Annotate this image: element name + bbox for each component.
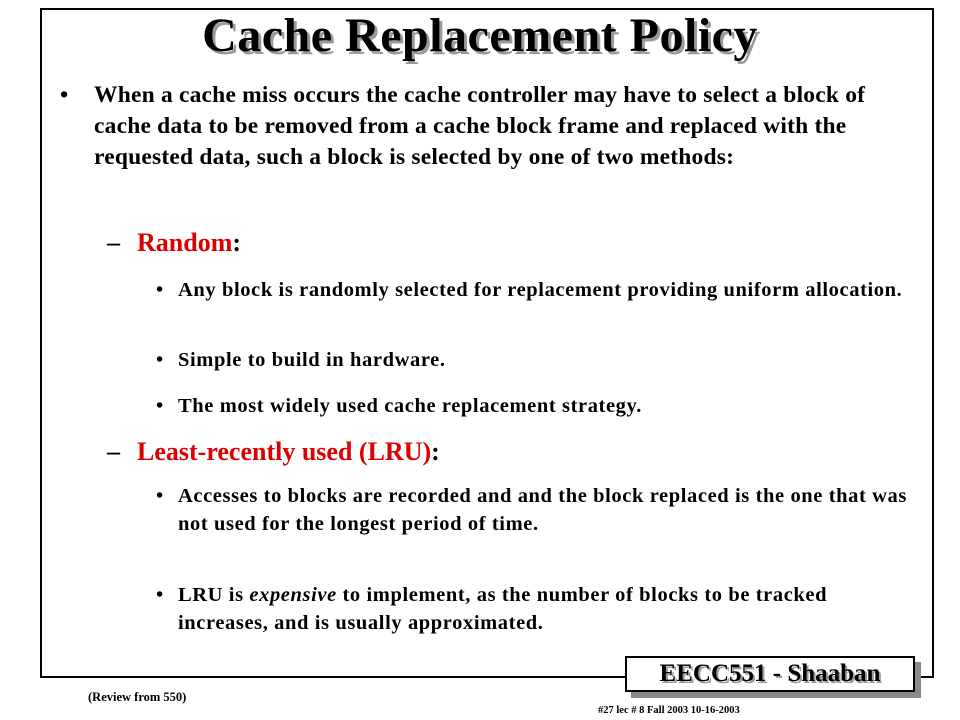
list-item-text: Any block is randomly selected for replacement providing uniform allocation. xyxy=(178,279,903,301)
list-item xyxy=(152,581,912,637)
list-item-text: Simple to build in hardware. xyxy=(178,349,446,371)
bullet-dot-icon: • xyxy=(156,584,164,606)
main-bullet-text: When a cache miss occurs the cache controller may have to select a block of cache data to be removed from a cache block frame and replaced with the requested data, such a block is selected by one of two methods: xyxy=(94,82,866,170)
main-bullet xyxy=(60,80,920,173)
lru-text-pre: LRU is xyxy=(178,584,250,606)
lru-text-emphasis: expensive xyxy=(249,584,337,606)
bullet-dot-icon: • xyxy=(60,82,69,108)
bullet-dot-icon: • xyxy=(156,485,164,507)
course-badge: EECC551 - Shaaban xyxy=(625,656,915,692)
lru-text-post: to implement, as the number of blocks to be tracked increases, and is usually approximated. xyxy=(178,584,828,634)
list-item xyxy=(152,276,912,304)
section-random-heading xyxy=(107,227,241,259)
dash-marker: – xyxy=(107,437,120,466)
bullet-dot-icon: • xyxy=(156,349,164,371)
review-note: (Review from 550) xyxy=(88,690,187,704)
list-item xyxy=(152,346,912,374)
list-item-text xyxy=(178,581,912,637)
dash-marker: – xyxy=(107,228,120,257)
section-lru-label: Least-recently used (LRU) xyxy=(137,437,432,466)
section-lru-heading xyxy=(107,436,440,468)
slide-info: #27 lec # 8 Fall 2003 10-16-2003 xyxy=(598,705,740,716)
section-colon: : xyxy=(431,437,440,466)
slide-title: Cache Replacement Policy xyxy=(202,9,758,62)
list-item-text: The most widely used cache replacement strategy. xyxy=(178,395,642,417)
list-item xyxy=(152,392,912,420)
bullet-dot-icon: • xyxy=(156,395,164,417)
section-random-label: Random xyxy=(137,228,233,257)
list-item-text: Accesses to blocks are recorded and and the block replaced is the one that was not used for the longest period of time. xyxy=(178,485,907,535)
bullet-dot-icon: • xyxy=(156,279,164,301)
section-colon: : xyxy=(232,228,242,257)
list-item xyxy=(152,482,912,538)
